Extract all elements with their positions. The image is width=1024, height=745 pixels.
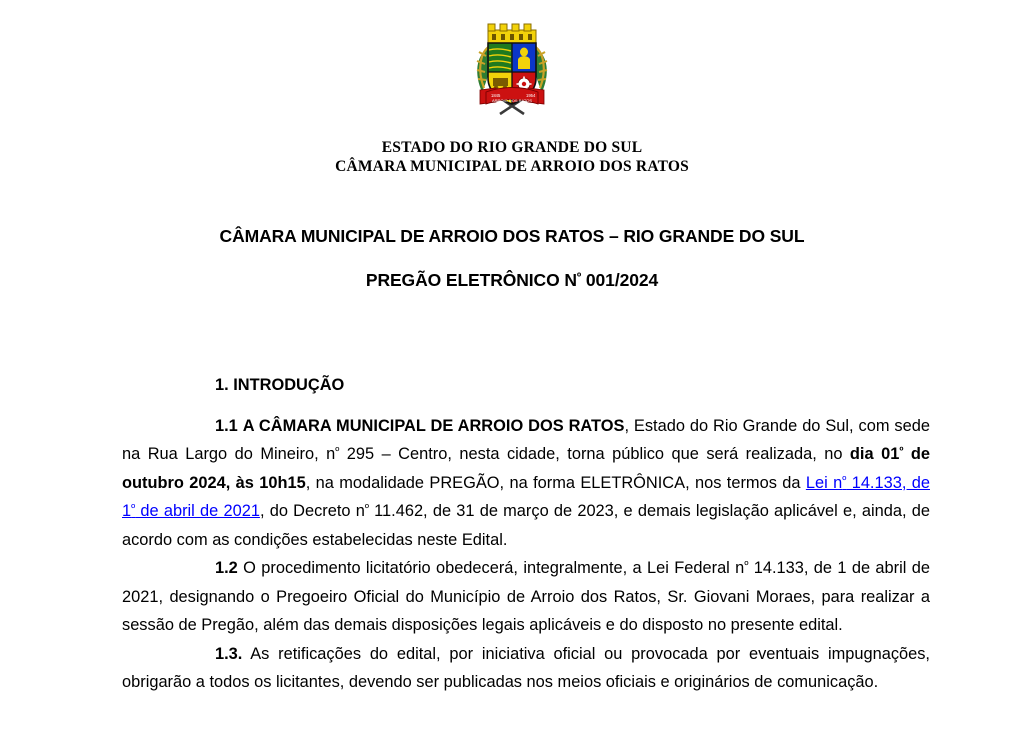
paragraph-1-2-ordinal-1: º [744, 559, 749, 572]
paragraph-1-1-text-4: , do Decreto n [259, 502, 365, 520]
paragraph-1-1-entity: A CÂMARA MUNICIPAL DE ARROIO DOS RATOS [242, 416, 625, 435]
paragraph-1-3-number: 1.3. [215, 644, 243, 663]
ribbon-date-left: 1845 [491, 93, 501, 98]
paragraph-1-3-text-1: As retificações do edital, por iniciativa oficial ou provocada por eventuais impugnações, obrigarão a todos os licitantes, devendo ser publicadas nos meios oficiais e originários de comunicação. [122, 644, 930, 691]
letterhead [0, 138, 1024, 176]
paragraph-1-1-text-3: , na modalidade PREGÃO, na forma ELETRÔNICA, nos termos da [305, 473, 806, 492]
document-subtitle [0, 269, 1024, 291]
paragraph-1-2-text-2: 14.133, de 1 de abril de 2021, designando o Pregoeiro Oficial do Município de Arroio dos Ratos, Sr. Giovani Moraes, para realizar a sessão de Pregão, além das demais disposições legais aplicáveis e do disposto no presente edital. [122, 559, 930, 634]
paragraph-1-1-date-rest: de outubro 2024, às 10h15 [122, 445, 930, 492]
ribbon-town-name: ARROIO DOS RATOS [491, 98, 533, 103]
document-titles [0, 225, 1024, 291]
link-part-2: 14.133, de 1 [122, 473, 930, 520]
paragraph-1-1-text-2: 295 – Centro, nesta cidade, torna público que será realizada, no [339, 445, 850, 463]
crest-ribbon [480, 88, 544, 105]
paragraph-1-1 [122, 412, 930, 555]
paragraph-1-2-text-1: O procedimento licitatório obedecerá, integralmente, a Lei Federal n [237, 559, 745, 577]
link-part-1: Lei n [805, 473, 843, 492]
paragraph-1-1-ordinal-2: º [364, 502, 369, 515]
document-title: CÂMARA MUNICIPAL DE ARROIO DOS RATOS – RIO GRANDE DO SUL [219, 226, 805, 246]
letterhead-state: ESTADO DO RIO GRANDE DO SUL [381, 139, 643, 156]
coat-of-arms-icon [466, 12, 558, 116]
link-part-3: de abril de 2021 [135, 502, 260, 520]
paragraph-1-1-date-ordinal: º [899, 445, 904, 458]
paragraph-1-1-ordinal-1: º [335, 445, 340, 458]
subtitle-ordinal: º [576, 270, 582, 285]
letterhead-chamber: CÂMARA MUNICIPAL DE ARROIO DOS RATOS [335, 158, 689, 175]
paragraph-1-2-number: 1.2 [215, 559, 238, 577]
subtitle-number: 001/2024 [581, 270, 659, 290]
link-ordinal-1: º [842, 473, 847, 486]
ribbon-date-right: 1954 [526, 93, 536, 98]
link-ordinal-2: º [131, 502, 136, 515]
crest-container [0, 12, 1024, 116]
subtitle-prefix: PREGÃO ELETRÔNICO N [365, 270, 577, 290]
document-body [122, 371, 930, 697]
paragraph-1-1-date: dia 01 [849, 445, 900, 463]
paragraph-1-1-number: 1.1 [215, 416, 238, 435]
paragraph-1-1-text-1: , Estado do Rio Grande do Sul, com sede na Rua Largo do Mineiro, n [122, 416, 930, 463]
paragraph-1-3 [122, 640, 930, 697]
paragraph-1-2 [122, 554, 930, 640]
section-heading-introducao: 1. INTRODUÇÃO [215, 376, 345, 394]
paragraph-1-1-text-5: 11.462, de 31 de março de 2023, e demais legislação aplicável e, ainda, de acordo com as condições estabelecidas neste Edital. [122, 502, 930, 549]
